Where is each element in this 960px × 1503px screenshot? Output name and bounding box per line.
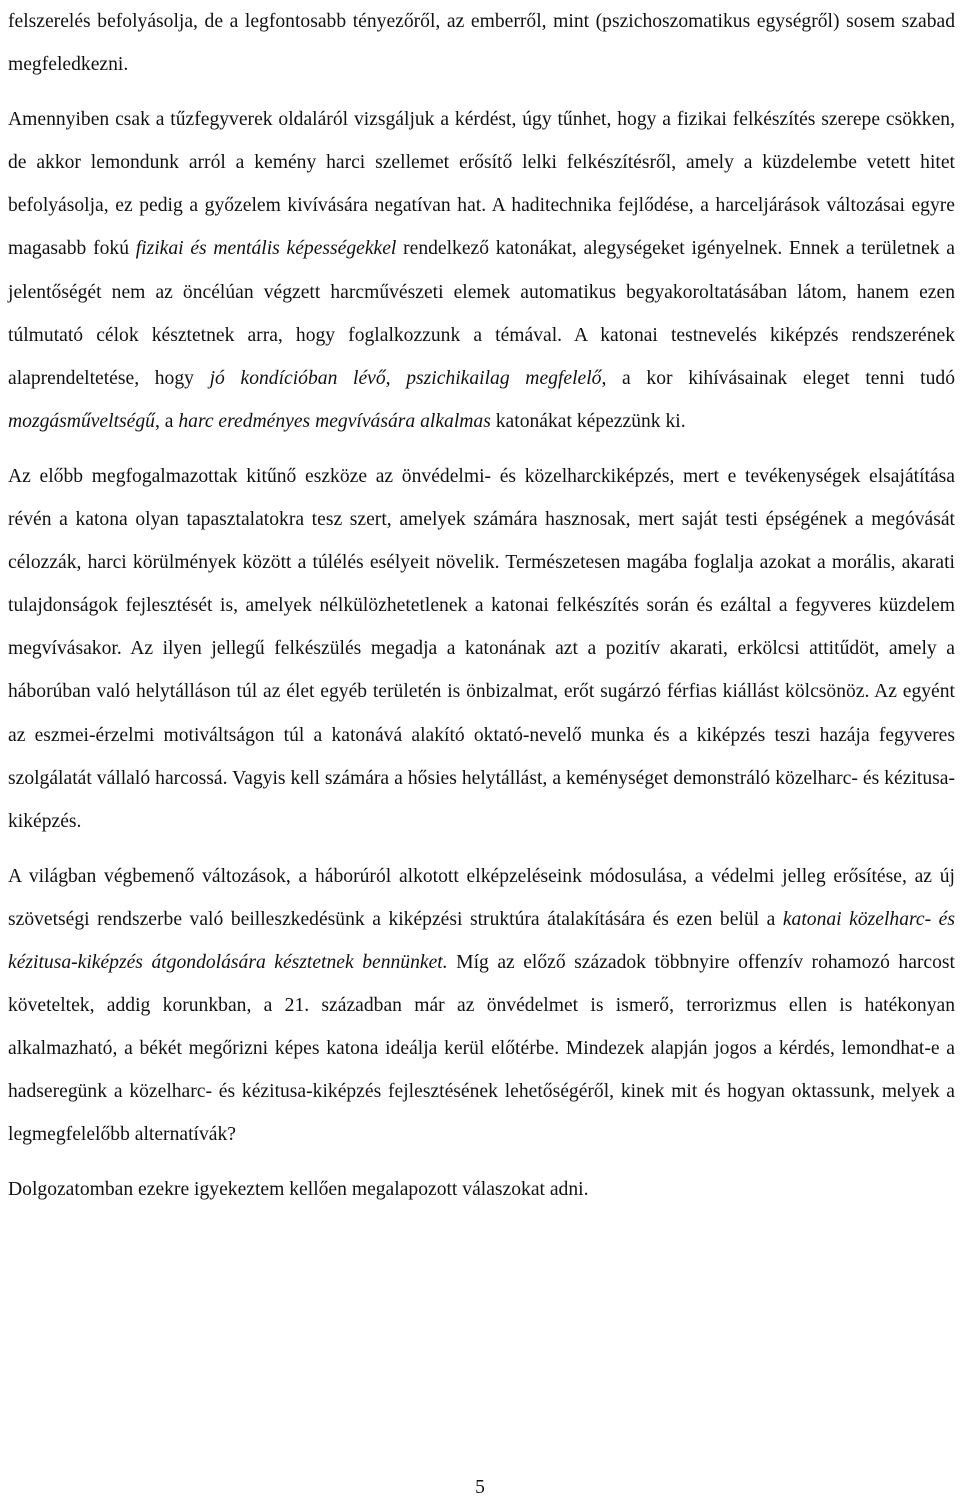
text-run: Az előbb megfogalmazottak kitűnő eszköze az önvédelmi- és közelharckiképzés, mert e tevékenységek elsajátítása révén a katona olyan tapasztalatokra tesz szert, amelyek számára hasznosak, mert saját testi épségének a megóvását célozzák, harci körülmények között a túlélés esélyeit növelik. Természetesen magába foglalja azokat a morális, akarati tulajdonságok fejlesztését is, amelyek nélkülözhetetlenek a katonai felkészítés során és ezáltal a fegyveres küzdelem megvívásakor. Az ilyen jellegű felkészülés megadja a katonának azt a pozitív akarati, erkölcsi attitűdöt, amely a háborúban való helytálláson túl az élet egyéb területén is önbizalmat, erőt sugárzó férfias kiállást kölcsönöz. Az egyént az eszmei-érzelmi motiváltságon túl a katonává alakító oktató-nevelő munka és a kiképzés teszi hazája fegyveres szolgálatát vállaló harcossá. Vagyis kell számára a hősies helytállást, a keménységet demonstráló közelharc- és kézitusa-kiképzés. (8, 465, 955, 832)
italic-text-run: harc eredményes megvívására alkalmas (178, 410, 491, 432)
italic-text-run: katonai közelharc- és kézitusa-kiképzés átgondolására késztetnek bennünket. (8, 908, 955, 973)
text-run: , a (154, 410, 179, 432)
paragraph-1 (8, 0, 955, 86)
italic-text-run: mozgásműveltségű (8, 410, 155, 432)
text-run: Amennyiben csak a tűzfegyverek oldaláról vizsgáljuk a kérdést, úgy tűnhet, hogy a fizikai felkészítés szerepe csökken, de akkor lemondunk arról a kemény harci szellemet erősítő lelki felkészítésről, amely a küzdelembe vetett hitet befolyásolja, ez pedig a győzelem kivívására negatívan hat. A haditechnika fejlődése, a harceljárások változásai egyre magasabb fokú (8, 109, 955, 260)
italic-text-run: fizikai és mentális képességekkel (135, 238, 397, 260)
text-run: Dolgozatomban ezekre igyekeztem kellően megalapozott válaszokat adni. (8, 1179, 589, 1201)
paragraph-4 (8, 855, 955, 1157)
text-run: felszerelés befolyásolja, de a legfontosabb tényezőről, az emberről, mint (pszichoszomatikus egységről) sosem szabad megfeledkezni. (8, 11, 955, 76)
paragraph-2 (8, 98, 955, 443)
text-run: Míg az előző századok többnyire offenzív rohamozó harcost követeltek, addig korunkban, a 21. században már az önvédelmet is ismerő, terrorizmus ellen is hatékonyan alkalmazható, a békét megőrizni képes katona ideálja kerül előtérbe. Mindezek alapján jogos a kérdés, lemondhat-e a hadseregünk a közelharc- és kézitusa-kiképzés fejlesztésének lehetőségéről, kinek mit és hogyan oktassunk, melyek a legmegfelelőbb alternatívák? (8, 951, 955, 1146)
text-run: katonákat képezzünk ki. (490, 410, 686, 432)
text-run: , a kor kihívásainak eleget tenni tudó (601, 367, 956, 389)
italic-text-run: jó kondícióban lévő, pszichikailag megfelelő (209, 367, 602, 389)
document-page (8, 0, 955, 1212)
text-run: rendelkező katonákat, alegységeket igényelnek. Ennek a területnek a jelentőségét nem az öncélúan végzett harcművészeti elemek automatikus begyakoroltatásában látom, hanem ezen túlmutató célok késztetnek arra, hogy foglalkozzunk a témával. A katonai testnevelés kiképzés rendszerének alaprendeltetése, hogy (8, 238, 956, 389)
text-run: A világban végbemenő változások, a háborúról alkotott elképzeléseink módosulása, a védelmi jelleg erősítése, az új szövetségi rendszerbe való beilleszkedésünk a kiképzési struktúra átalakítására és ezen belül a (8, 865, 955, 930)
paragraph-5 (8, 1168, 955, 1211)
page-number: 5 (475, 1477, 485, 1498)
paragraph-3 (8, 455, 955, 843)
